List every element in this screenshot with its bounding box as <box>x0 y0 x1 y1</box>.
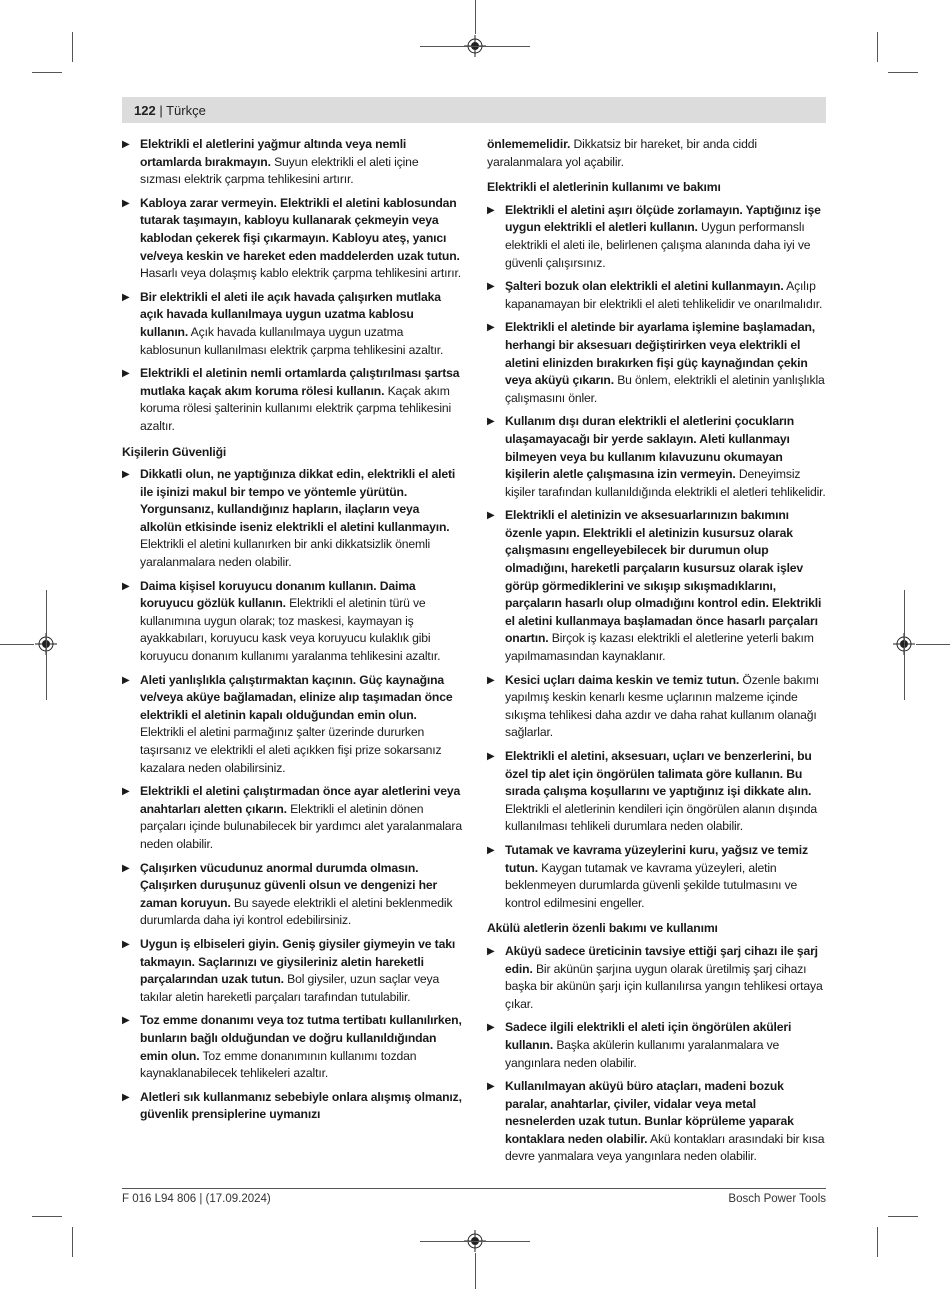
warning-text: Şalteri bozuk olan elektrikli el aletini kullanmayın. <box>505 279 784 294</box>
list-item <box>122 783 462 853</box>
list-item <box>487 842 827 912</box>
list-item <box>122 1089 462 1124</box>
explanation-text: Açılıp kapanamayan bir elektrikli el aleti tehlikelidir ve onarılmalıdır. <box>505 279 823 311</box>
crop-mark <box>888 1216 918 1217</box>
explanation-text: Açık havada kullanılmaya uygun uzatma kablosunun kullanılması elektrik çarpma tehlikesini azaltır. <box>140 324 444 357</box>
warning-text: Toz emme donanımı veya toz tutma tertibatı kullanılırken, bunların bağlı olduğundan ve doğru kullanıldığından emin olun. <box>140 1013 462 1063</box>
bullet-arrow-icon: ▶ <box>487 1081 495 1093</box>
header-bar <box>122 97 826 123</box>
section-heading: Akülü aletlerin özenli bakımı ve kullanımı <box>487 921 718 936</box>
footer-doc-code: F 016 L94 806 | (17.09.2024) <box>122 1193 271 1205</box>
crop-mark <box>475 0 476 34</box>
explanation-text: Bu önlem, elektrikli el aletinin yanlışlıkla çalışmasını önler. <box>505 373 825 405</box>
crop-mark <box>420 46 530 47</box>
crop-mark <box>72 1227 73 1257</box>
explanation-text: Elektrikli el aletinin dönen parçaları içinde bulunabilecek bir yardımcı alet yaralanmalara neden olabilir. <box>140 801 462 851</box>
list-item <box>122 1012 462 1082</box>
bullet-arrow-icon: ▶ <box>122 674 130 686</box>
bullet-arrow-icon: ▶ <box>122 786 130 798</box>
crop-mark <box>877 1227 878 1257</box>
crop-mark <box>46 590 47 700</box>
list-item <box>487 202 827 272</box>
explanation-text: Elektrikli el aletinin türü ve kullanımına uygun olarak; toz maskesi, kaymayan iş ayakkabıları, koruyucu kask veya koruyucu kulaklık gibi koruyucu donanım kullanımı yaralanma tehlikesini azaltır. <box>140 596 441 664</box>
warning-text: Elektrikli el aletini aşırı ölçüde zorlamayın. Yaptığınız işe uygun elektrikli el aletleri kullanın. <box>505 202 821 235</box>
warning-text: Elektrikli el aletini, aksesuarı, uçları ve benzerlerini, bu özel tip alet için öngörülen talimata göre kullanın. Bu sırada çalışma koşullarını ve yaptığınız işi dikkate alın. <box>505 749 812 799</box>
list-item <box>487 748 827 836</box>
bullet-arrow-icon: ▶ <box>487 945 495 957</box>
explanation-text: Elektrikli el aletini parmağınız şalter üzerinde dururken taşırsanız ve elektrikli el aleti açıkken fişi prize sokarsanız kazalara neden olabilirsiniz. <box>140 725 442 775</box>
list-item <box>122 466 462 572</box>
section-heading: Kişilerin Güvenliği <box>122 444 227 459</box>
warning-text: Elektrikli el aletinizin ve aksesuarlarınızın bakımını özenle yapın. Elektrikli el aletinizin kusursuz olarak çalışmasını engelleyebilecek bir durumun olup olmadığını, hareketli parçaların kusursuz olarak işlev görüp görmediklerini ve sıkışıp sıkışmadıklarını, parçaların hasarlı olup olmadığını kontrol edin. Elektrikli el aletini kullanmaya başlamadan önce hasarlı parçaları onartın. <box>505 508 822 646</box>
crop-mark <box>916 644 950 645</box>
explanation-text: Birçok iş kazası elektrikli el aletlerine yeterli bakım yapılmamasından kaynaklanır. <box>505 631 814 664</box>
bullet-arrow-icon: ▶ <box>487 322 495 334</box>
page-number: 122 <box>134 103 156 118</box>
crop-mark <box>32 72 62 73</box>
warning-text: Kesici uçları daima keskin ve temiz tutun. <box>505 672 740 687</box>
section-heading: Elektrikli el aletlerinin kullanımı ve bakımı <box>487 180 721 195</box>
explanation-text: Uygun performanslı elektrikli el aleti ile, belirlenen çalışma alanında daha iyi ve güvenli çalışırsınız. <box>505 220 811 270</box>
list-item <box>122 578 462 666</box>
warning-text: Daima kişisel koruyucu donanım kullanın. Daima koruyucu gözlük kullanın. <box>140 578 416 611</box>
bullet-arrow-icon: ▶ <box>122 580 130 592</box>
list-item <box>487 1019 827 1072</box>
right-column <box>487 136 827 1172</box>
warning-text: Çalışırken vücudunuz anormal durumda olmasın. Çalışırken duruşunuz güvenli olsun ve dengenizi her zaman koruyun. <box>140 860 438 910</box>
bullet-arrow-icon: ▶ <box>122 938 130 950</box>
explanation-text: Elektrikli el aletini kullanırken bir anki dikkatsizlik önemli yaralanmalara neden olabilir. <box>140 537 431 570</box>
warning-text: Kullanım dışı duran elektrikli el aletlerini çocukların ulaşamayacağı bir yerde saklayın. Aleti kullanmayı bilmeyen veya bu kullanım kılavuzunu okumayan kişilerin aletle çalışmasına izin vermeyin. <box>505 414 795 482</box>
bullet-arrow-icon: ▶ <box>122 469 130 481</box>
explanation-text: Toz emme donanımının kullanımı tozdan kaynaklanabilecek tehlikeleri azaltır. <box>140 1048 417 1081</box>
warning-text: Sadece ilgili elektrikli el aleti için öngörülen aküleri kullanın. <box>505 1020 792 1052</box>
bullet-arrow-icon: ▶ <box>487 844 495 856</box>
list-item <box>122 195 462 283</box>
list-item <box>487 943 827 1013</box>
warning-text: Bir elektrikli el aleti ile açık havada çalışırken mutlaka açık havada kullanılmaya uygun uzatma kablosu kullanın. <box>140 289 441 339</box>
explanation-text: Dikkatsiz bir hareket, bir anda ciddi yaralanmalara yol açabilir. <box>487 137 757 169</box>
list-item <box>487 1078 827 1166</box>
bullet-arrow-icon: ▶ <box>122 368 130 380</box>
crop-mark <box>420 1241 530 1242</box>
crop-mark <box>888 72 918 73</box>
continued-text <box>487 136 827 171</box>
crop-mark <box>877 32 878 62</box>
explanation-text: Deneyimsiz kişiler tarafından kullanıldığında elektrikli el aletleri tehlikelidir. <box>505 467 826 499</box>
explanation-text: Hasarlı veya dolaşmış kablo elektrik çarpma tehlikesini artırır. <box>140 266 461 281</box>
explanation-text: Bir akünün şarjına uygun olarak üretilmiş şarj cihazı başka bir akünün şarjı için kullanılırsa yangın tehlikesi ortaya çıkar. <box>505 961 823 1011</box>
list-item <box>487 278 827 313</box>
warning-text: Uygun iş elbiseleri giyin. Geniş giysiler giymeyin ve takı takmayın. Saçlarınızı ve giysileriniz aletin hareketli parçalarından uzak tutun. <box>140 936 456 987</box>
bullet-arrow-icon: ▶ <box>487 510 495 522</box>
list-item <box>487 507 827 665</box>
warning-text: Elektrikli el aletlerini yağmur altında veya nemli ortamlarda bırakmayın. <box>140 137 407 169</box>
list-item <box>122 136 462 189</box>
explanation-text: Bu sayede elektrikli el aletini beklenmedik durumlarda daha iyi kontrol edebilirsiniz. <box>140 895 453 928</box>
bullet-arrow-icon: ▶ <box>487 416 495 428</box>
bullet-arrow-icon: ▶ <box>122 139 130 150</box>
crop-mark <box>72 32 73 62</box>
header-separator: | <box>155 103 167 118</box>
warning-text: Aleti yanlışlıkla çalıştırmaktan kaçının. Güç kaynağına ve/veya aküye bağlamadan, elinize alıp taşımadan önce elektrikli el aletinin kapalı olduğundan emin olun. <box>140 672 453 722</box>
bullet-arrow-icon: ▶ <box>122 1015 130 1027</box>
list-item <box>122 672 462 778</box>
explanation-text: Özenle bakımı yapılmış keskin kenarlı kesme uçlarının malzeme içinde sıkışma tehlikesi daha azdır ve daha rahat kullanım olanağı sağlarlar. <box>505 672 820 740</box>
crop-mark <box>904 590 905 700</box>
bullet-arrow-icon: ▶ <box>122 862 130 874</box>
warning-text: önlememelidir. <box>487 137 571 151</box>
crop-mark <box>32 1216 62 1217</box>
footer-brand: Bosch Power Tools <box>728 1193 826 1205</box>
list-item <box>122 365 462 435</box>
explanation-text: Suyun elektrikli el aleti içine sızması elektrik çarpma tehlikesini artırır. <box>140 154 419 187</box>
page-header <box>134 103 206 118</box>
explanation-text: Kaygan tutamak ve kavrama yüzeyleri, aletin beklenmeyen durumlarda güvenli şekilde tutulmasını ve kontrol edilmesini engeller. <box>505 860 798 910</box>
bullet-arrow-icon: ▶ <box>487 751 495 762</box>
warning-text: Elektrikli el aletini çalıştırmadan önce ayar aletlerini veya anahtarları aletten çıkarın. <box>140 784 461 816</box>
warning-text: Dikkatli olun, ne yaptığınıza dikkat edin, elektrikli el aleti ile işinizi makul bir tempo ve yöntemle yürütün. Yorgunsanız, kullandığınız hapların, ilaçların veya alkolün etkisinde iseniz elektrikli el aletini kullanmayın. <box>140 467 456 534</box>
explanation-text: Başka akülerin kullanımı yaralanmalara ve yangınlara neden olabilir. <box>505 1037 780 1070</box>
header-language: Türkçe <box>166 103 206 118</box>
warning-text: Tutamak ve kavrama yüzeylerini kuru, yağsız ve temiz tutun. <box>505 842 808 875</box>
list-item <box>122 936 462 1006</box>
crop-mark <box>0 644 34 645</box>
warning-text: Elektrikli el aletinin nemli ortamlarda çalıştırılması şartsa mutlaka kaçak akım koruma rölesi kullanın. <box>140 366 460 398</box>
bullet-arrow-icon: ▶ <box>487 281 495 293</box>
warning-text: Kullanılmayan aküyü büro ataçları, madeni bozuk paralar, anahtarlar, çiviler, vidalar veya metal nesnelerden uzak tutun. Bunlar köprüleme yaparak kontaklara neden olabilir. <box>505 1079 794 1146</box>
list-item <box>122 289 462 359</box>
bullet-arrow-icon: ▶ <box>487 1022 495 1034</box>
bullet-arrow-icon: ▶ <box>122 291 130 303</box>
footer-divider <box>122 1188 826 1189</box>
left-column <box>122 136 462 1130</box>
warning-text: Aletleri sık kullanmanız sebebiyle onlara alışmış olmanız, güvenlik prensiplerine uymanızı <box>140 1089 462 1122</box>
list-item <box>487 319 827 407</box>
explanation-text: Kaçak akım koruma rölesi şalterinin kullanımı elektrik çarpma tehlikesini azaltır. <box>140 383 452 433</box>
bullet-arrow-icon: ▶ <box>122 197 130 209</box>
list-item <box>122 860 462 930</box>
warning-text: Kabloya zarar vermeyin. Elektrikli el aletini kablosundan tutarak taşımayın, kabloyu kullanarak çekmeyin veya kablodan çekerek fişi çıkarmayın. Kabloyu ateş, yanıcı ve/veya keskin ve hareket eden maddelerden uzak tutun. <box>140 195 460 263</box>
explanation-text: Bol giysiler, uzun saçlar veya takılar aletin hareketli parçaları tarafından tutulabilir. <box>140 972 440 1004</box>
list-item <box>487 413 827 501</box>
bullet-arrow-icon: ▶ <box>122 1091 130 1103</box>
bullet-arrow-icon: ▶ <box>487 204 495 216</box>
warning-text: Aküyü sadece üreticinin tavsiye ettiği şarj cihazı ile şarj edin. <box>505 943 818 976</box>
crop-mark <box>475 1253 476 1289</box>
explanation-text: Akü kontakları arasındaki bir kısa devre yanmalara veya yangınlara neden olabilir. <box>505 1131 825 1164</box>
bullet-arrow-icon: ▶ <box>487 674 495 686</box>
list-item <box>487 672 827 742</box>
explanation-text: Elektrikli el aletlerinin kendileri için öngörülen alanın dışında kullanılması tehlikeli durumlara neden olabilir. <box>505 801 818 834</box>
warning-text: Elektrikli el aletinde bir ayarlama işlemine başlamadan, herhangi bir aksesuarı değiştirirken veya elektrikli el aletini elinizden bırakırken fişi güç kaynağından çekin veya aküyü çıkarın. <box>505 320 815 388</box>
